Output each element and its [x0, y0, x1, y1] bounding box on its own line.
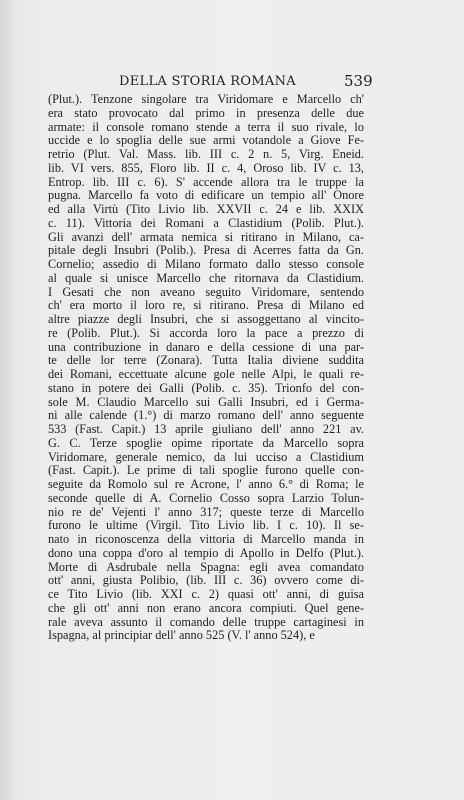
text-line: G. C. Terze spoglie opime riportate da Marcello sopra — [48, 435, 364, 450]
text-line: seguite da Romolo sul re Acrone, l' anno 6.° di Roma; le — [48, 477, 364, 491]
page-header — [0, 70, 464, 92]
text-line: rale aveva assunto il comando delle truppe cartaginesi in — [48, 614, 364, 629]
text-line: ch' era morto il loro re, si ritirano. Presa di Milano ed — [48, 298, 364, 313]
text-line: stano in potere dei Galli (Polib. c. 35). Trionfo del con- — [48, 380, 364, 395]
text-line: seconde quelle di A. Cornelio Cosso sopra Larzio Tolun- — [48, 490, 364, 505]
text-line: ni alle calende (1.°) di marzo romano dell' anno seguente — [48, 408, 364, 423]
text-line: Ispagna, al principiar dell' anno 525 (V. l' anno 524), e — [48, 628, 315, 643]
page-gutter-shadow — [0, 0, 14, 800]
text-line: Morte di Asdrubale nella Spagna: egli avea comandato — [48, 559, 364, 574]
text-line: che gli ott' anni non erano ancora compiuti. Quel gene- — [48, 600, 364, 615]
text-line: dei Romani, eccettuate alcune gole nelle Alpi, le quali re- — [48, 367, 364, 381]
text-line: nato in riconoscenza della vittoria di Marcello manda in — [48, 532, 364, 546]
text-line: era stato provocato dal primo in presenza delle due — [48, 105, 364, 120]
text-line: sole M. Claudio Marcello sui Galli Insubri, ed i Germa- — [48, 394, 364, 409]
text-line: re (Polib. Plut.). Si accorda loro la pace a prezzo di — [48, 325, 364, 340]
text-line: c. 11). Vittoria dei Romani a Clastidium (Polib. Plut.). — [48, 215, 364, 230]
text-line: lib. VI vers. 855, Floro lib. II c. 4, Oroso lib. IV c. 13, — [48, 160, 364, 175]
text-line: una contribuzione in danaro e della cessione di una par- — [48, 339, 364, 354]
text-line: 533 (Fast. Capit.) 13 aprile giuliano dell' anno 221 av. — [48, 422, 364, 436]
text-line: al quale si unisce Marcello che ritornava da Clastidium. — [48, 270, 364, 285]
running-head: DELLA STORIA ROMANA — [119, 74, 296, 89]
text-line: (Plut.). Tenzone singolare tra Viridomare e Marcello ch' — [48, 92, 364, 106]
text-line: retrio (Plut. Val. Mass. lib. III c. 2 n. 5, Virg. Eneid. — [48, 147, 364, 161]
text-line: dono una coppa d'oro al tempio di Apollo in Delfo (Plut.). — [48, 545, 364, 560]
text-line: I Gesati che non aveano seguito Viridomare, sentendo — [48, 284, 364, 299]
text-line: (Fast. Capit.). Le prime di tali spoglie furono quelle con- — [48, 463, 364, 478]
text-line: Gli avanzi dell' armata nemica si ritirano in Milano, ca- — [48, 229, 364, 244]
text-line: Cornelio; assedio di Milano formato dallo stesso console — [48, 257, 364, 271]
page-number: 539 — [344, 72, 373, 90]
text-line: Entrop. lib. III c. 6). S' accende allora tra le truppe la — [48, 174, 364, 189]
text-line: furono le ultime (Virgil. Tito Livio lib. I c. 10). Il se- — [48, 518, 364, 533]
text-line: pugna. Marcello fa voto di edificare un tempio all' Onore — [48, 188, 364, 203]
text-line: ed alla Virtù (Tito Livio lib. XXVII c. 24 e lib. XXIX — [48, 202, 364, 216]
text-line: Viridomare, generale nemico, da lui ucciso a Clastidium — [48, 449, 364, 464]
text-line: pitale degli Insubri (Polib.). Presa di Acerres fatta da Gn. — [48, 243, 364, 258]
text-line: ott' anni, giusta Polibio, (lib. III c. 36) ovvero come di- — [48, 573, 364, 588]
text-line: armate: il console romano stende a terra il suo rivale, lo — [48, 119, 364, 134]
text-line: ce Tito Livio (lib. XXI c. 2) quasi ott' anni, di guisa — [48, 587, 364, 601]
text-line: te delle lor terre (Zonara). Tutta Italia diviene suddita — [48, 353, 364, 368]
text-line: nio re de' Vejenti l' anno 317; queste terze di Marcello — [48, 504, 364, 519]
text-line: altre piazze degli Insubri, che si assoggettano al vincito- — [48, 312, 364, 326]
body-paragraph — [48, 93, 364, 643]
text-line: uccide e lo spoglia delle sue armi votandole a Giove Fe- — [48, 133, 364, 148]
